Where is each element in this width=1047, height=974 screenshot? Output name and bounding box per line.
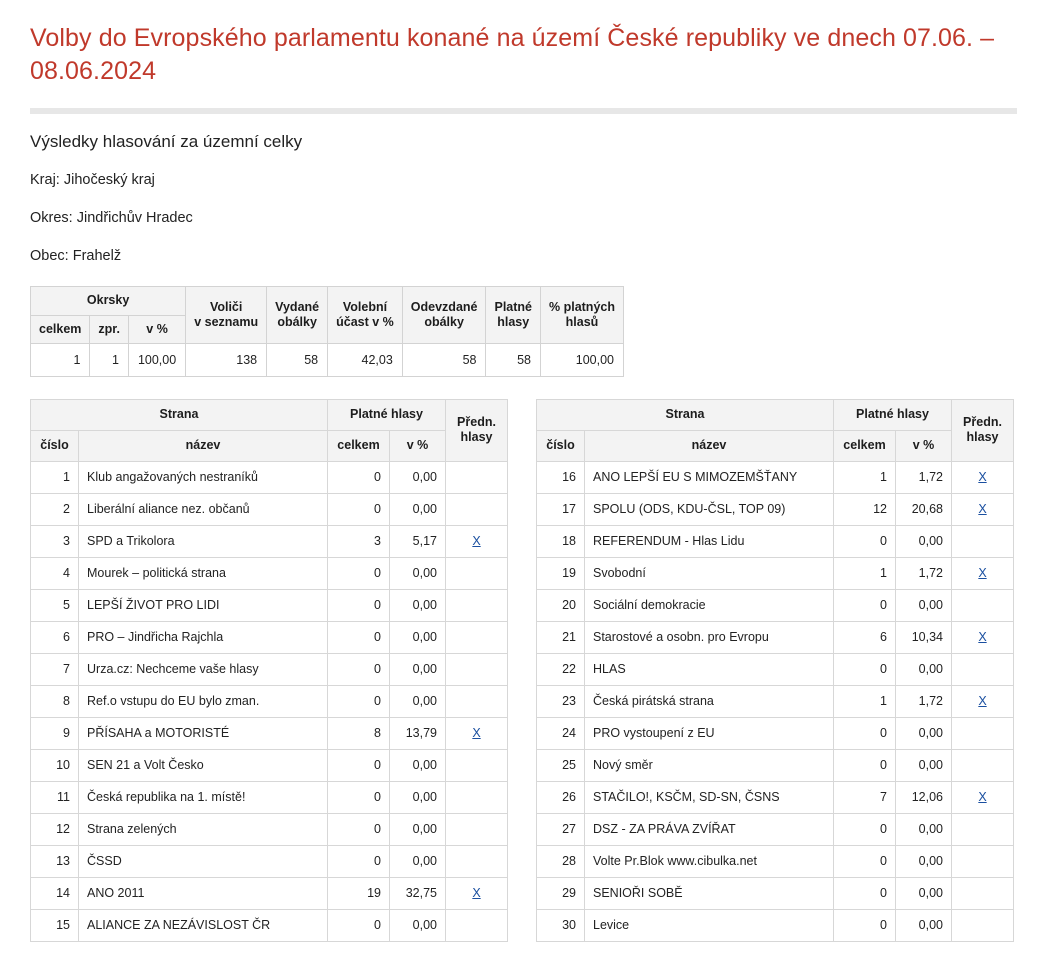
party-votes-pct: 0,00 [896, 813, 952, 845]
party-header-row-1 [31, 400, 508, 431]
summary-header-turnout [328, 287, 403, 344]
party-votes-total: 0 [834, 653, 896, 685]
party-name: Liberální aliance nez. občanů [79, 493, 328, 525]
party-number: 6 [31, 621, 79, 653]
party-votes-total: 0 [834, 525, 896, 557]
party-header-valid-votes: Platné hlasy [328, 400, 446, 431]
party-pref-votes-cell[interactable] [446, 717, 508, 749]
table-row [31, 845, 508, 877]
party-votes-total: 0 [834, 813, 896, 845]
party-pref-votes-cell[interactable] [952, 461, 1014, 493]
party-pref-votes-cell[interactable] [446, 877, 508, 909]
table-row [537, 813, 1014, 845]
party-number: 16 [537, 461, 585, 493]
party-name: SENIOŘI SOBĚ [585, 877, 834, 909]
table-row [31, 749, 508, 781]
summary-header-okrsky-processed: zpr. [90, 315, 129, 344]
party-name: SEN 21 a Volt Česko [79, 749, 328, 781]
party-number: 24 [537, 717, 585, 749]
party-pref-votes-cell [446, 909, 508, 941]
party-votes-total: 19 [328, 877, 390, 909]
party-pref-votes-cell [446, 813, 508, 845]
party-number: 10 [31, 749, 79, 781]
party-votes-pct: 0,00 [390, 845, 446, 877]
party-header-row-1 [537, 400, 1014, 431]
summary-header-returned-line1: Odevzdané [410, 299, 478, 314]
summary-header-issued-line2: obálky [277, 315, 317, 330]
party-number: 19 [537, 557, 585, 589]
party-pref-votes-cell [446, 749, 508, 781]
party-header-number: číslo [31, 430, 79, 461]
party-votes-pct: 10,34 [896, 621, 952, 653]
party-votes-total: 12 [834, 493, 896, 525]
summary-header-turnout-line1: Volební [342, 299, 388, 314]
party-votes-pct: 1,72 [896, 461, 952, 493]
party-votes-total: 3 [328, 525, 390, 557]
party-number: 12 [31, 813, 79, 845]
party-name: STAČILO!, KSČM, SD-SN, ČSNS [585, 781, 834, 813]
summary-header-okrsky-pct: v % [128, 315, 185, 344]
party-votes-total: 0 [328, 813, 390, 845]
table-row [537, 781, 1014, 813]
party-header-pref-line1: Předn. [457, 414, 496, 429]
party-number: 14 [31, 877, 79, 909]
party-header-pct: v % [390, 430, 446, 461]
party-header-party: Strana [537, 400, 834, 431]
pref-votes-link[interactable]: X [978, 566, 987, 580]
summary-value-turnout: 42,03 [328, 344, 403, 377]
summary-header-valid-pct [541, 287, 624, 344]
summary-header-okrsky-total: celkem [31, 315, 90, 344]
title-divider [30, 108, 1017, 114]
party-votes-total: 0 [834, 749, 896, 781]
party-name: Česká pirátská strana [585, 685, 834, 717]
party-votes-pct: 0,00 [896, 909, 952, 941]
party-header-total: celkem [834, 430, 896, 461]
party-votes-pct: 12,06 [896, 781, 952, 813]
party-votes-total: 0 [328, 781, 390, 813]
pref-votes-link[interactable]: X [978, 470, 987, 484]
summary-value-row [31, 344, 624, 377]
party-votes-pct: 32,75 [390, 877, 446, 909]
party-pref-votes-cell [446, 621, 508, 653]
summary-header-valid-pct-line2: hlasů [565, 315, 599, 330]
party-table-left [30, 399, 508, 941]
party-name: Ref.o vstupu do EU bylo zman. [79, 685, 328, 717]
party-votes-pct: 20,68 [896, 493, 952, 525]
party-votes-total: 0 [328, 909, 390, 941]
party-votes-total: 1 [834, 461, 896, 493]
party-pref-votes-cell [446, 589, 508, 621]
party-pref-votes-cell [446, 845, 508, 877]
party-header-row-2 [537, 430, 1014, 461]
party-number: 17 [537, 493, 585, 525]
party-number: 2 [31, 493, 79, 525]
party-number: 4 [31, 557, 79, 589]
party-number: 29 [537, 877, 585, 909]
party-pref-votes-cell [952, 525, 1014, 557]
party-votes-pct: 0,00 [390, 813, 446, 845]
table-row [31, 461, 508, 493]
party-pref-votes-cell [952, 877, 1014, 909]
pref-votes-link[interactable]: X [978, 502, 987, 516]
party-name: Nový směr [585, 749, 834, 781]
table-row [31, 877, 508, 909]
table-row [537, 845, 1014, 877]
party-votes-total: 0 [834, 877, 896, 909]
party-pref-votes-cell [446, 781, 508, 813]
summary-header-okrsky: Okrsky [31, 287, 186, 316]
party-votes-total: 1 [834, 557, 896, 589]
party-name: ČSSD [79, 845, 328, 877]
summary-value-valid-pct: 100,00 [541, 344, 624, 377]
summary-header-voters-line2: v seznamu [194, 315, 259, 330]
party-name: Česká republika na 1. místě! [79, 781, 328, 813]
party-number: 22 [537, 653, 585, 685]
party-pref-votes-cell [952, 589, 1014, 621]
party-header-party: Strana [31, 400, 328, 431]
party-votes-pct: 13,79 [390, 717, 446, 749]
party-pref-votes-cell [446, 557, 508, 589]
party-name: Starostové a osobn. pro Evropu [585, 621, 834, 653]
party-pref-votes-cell[interactable] [952, 557, 1014, 589]
party-number: 23 [537, 685, 585, 717]
party-votes-pct: 0,00 [896, 653, 952, 685]
summary-header-valid [486, 287, 541, 344]
party-name: Levice [585, 909, 834, 941]
party-votes-pct: 1,72 [896, 685, 952, 717]
pref-votes-link[interactable]: X [472, 726, 481, 740]
party-votes-total: 0 [834, 589, 896, 621]
party-name: DSZ - ZA PRÁVA ZVÍŘAT [585, 813, 834, 845]
summary-header-issued-line1: Vydané [275, 299, 320, 314]
party-name: Svobodní [585, 557, 834, 589]
table-row [31, 653, 508, 685]
party-votes-total: 0 [328, 461, 390, 493]
party-pref-votes-cell[interactable] [952, 493, 1014, 525]
party-votes-pct: 0,00 [896, 717, 952, 749]
table-row [31, 621, 508, 653]
summary-value-okrsky-processed: 1 [90, 344, 129, 377]
party-header-pref-line2: hlasy [460, 430, 493, 445]
party-votes-total: 0 [328, 845, 390, 877]
table-row [537, 909, 1014, 941]
party-pref-votes-cell [952, 717, 1014, 749]
summary-value-valid: 58 [486, 344, 541, 377]
pref-votes-link[interactable]: X [978, 790, 987, 804]
party-number: 9 [31, 717, 79, 749]
party-number: 1 [31, 461, 79, 493]
table-row [537, 749, 1014, 781]
party-votes-pct: 0,00 [896, 749, 952, 781]
party-pref-votes-cell [446, 653, 508, 685]
party-number: 18 [537, 525, 585, 557]
party-header-name: název [585, 430, 834, 461]
party-votes-pct: 0,00 [390, 557, 446, 589]
party-votes-pct: 5,17 [390, 525, 446, 557]
pref-votes-link[interactable]: X [978, 630, 987, 644]
summary-header-valid-line1: Platné [494, 299, 532, 314]
party-header-pref-line2: hlasy [966, 430, 999, 445]
pref-votes-link[interactable]: X [472, 534, 481, 548]
party-votes-pct: 0,00 [390, 653, 446, 685]
party-number: 21 [537, 621, 585, 653]
party-votes-pct: 0,00 [390, 493, 446, 525]
party-votes-total: 0 [328, 621, 390, 653]
party-votes-total: 0 [328, 557, 390, 589]
summary-header-row-1 [31, 287, 624, 316]
party-name: SPOLU (ODS, KDU-ČSL, TOP 09) [585, 493, 834, 525]
party-number: 15 [31, 909, 79, 941]
party-name: REFERENDUM - Hlas Lidu [585, 525, 834, 557]
table-row [537, 685, 1014, 717]
party-votes-pct: 0,00 [896, 589, 952, 621]
party-header-total: celkem [328, 430, 390, 461]
party-header-name: název [79, 430, 328, 461]
party-pref-votes-cell [446, 461, 508, 493]
table-row [31, 813, 508, 845]
summary-header-returned-line2: obálky [424, 315, 464, 330]
party-votes-pct: 0,00 [390, 749, 446, 781]
party-votes-pct: 0,00 [390, 621, 446, 653]
party-table-right [536, 399, 1014, 941]
party-name: LEPŠÍ ŽIVOT PRO LIDI [79, 589, 328, 621]
summary-header-voters-line1: Voliči [209, 299, 243, 314]
party-header-pct: v % [896, 430, 952, 461]
party-name: ANO LEPŠÍ EU S MIMOZEMŠŤANY [585, 461, 834, 493]
region-label: Kraj: Jihočeský kraj [30, 172, 155, 188]
party-votes-total: 8 [328, 717, 390, 749]
party-pref-votes-cell [952, 813, 1014, 845]
district-label: Okres: Jindřichův Hradec [30, 210, 193, 226]
party-name: PRO – Jindřicha Rajchla [79, 621, 328, 653]
party-votes-pct: 0,00 [390, 589, 446, 621]
party-votes-total: 0 [328, 749, 390, 781]
pref-votes-link[interactable]: X [978, 694, 987, 708]
table-row [537, 493, 1014, 525]
summary-value-returned: 58 [402, 344, 486, 377]
party-pref-votes-cell[interactable] [446, 525, 508, 557]
party-header-pref-line1: Předn. [963, 414, 1002, 429]
party-name: PŘÍSAHA a MOTORISTÉ [79, 717, 328, 749]
party-tables-container [30, 399, 1017, 941]
party-pref-votes-cell [446, 493, 508, 525]
party-name: Volte Pr.Blok www.cibulka.net [585, 845, 834, 877]
party-name: ALIANCE ZA NEZÁVISLOST ČR [79, 909, 328, 941]
summary-header-turnout-line2: účast v % [336, 315, 394, 330]
table-row [537, 717, 1014, 749]
table-row [31, 685, 508, 717]
party-votes-total: 0 [328, 493, 390, 525]
party-header-row-2 [31, 430, 508, 461]
summary-value-voters: 138 [186, 344, 267, 377]
party-votes-pct: 0,00 [896, 845, 952, 877]
party-number: 11 [31, 781, 79, 813]
party-pref-votes-cell[interactable] [952, 781, 1014, 813]
party-pref-votes-cell[interactable] [952, 621, 1014, 653]
party-pref-votes-cell[interactable] [952, 685, 1014, 717]
party-votes-total: 0 [328, 685, 390, 717]
table-row [31, 493, 508, 525]
party-number: 13 [31, 845, 79, 877]
table-row [537, 557, 1014, 589]
party-table-right-body [537, 461, 1014, 941]
party-votes-total: 0 [834, 909, 896, 941]
table-row [31, 589, 508, 621]
party-votes-total: 7 [834, 781, 896, 813]
party-pref-votes-cell [952, 909, 1014, 941]
party-pref-votes-cell [952, 845, 1014, 877]
summary-value-issued: 58 [267, 344, 328, 377]
summary-header-returned [402, 287, 486, 344]
party-votes-total: 0 [328, 589, 390, 621]
summary-header-issued [267, 287, 328, 344]
party-pref-votes-cell [952, 749, 1014, 781]
party-votes-total: 0 [834, 717, 896, 749]
summary-table [30, 286, 624, 377]
party-number: 5 [31, 589, 79, 621]
table-row [31, 717, 508, 749]
party-votes-pct: 0,00 [390, 909, 446, 941]
party-name: Klub angažovaných nestraníků [79, 461, 328, 493]
party-name: HLAS [585, 653, 834, 685]
party-name: Sociální demokracie [585, 589, 834, 621]
summary-header-valid-line2: hlasy [497, 315, 530, 330]
party-votes-total: 6 [834, 621, 896, 653]
table-row [537, 525, 1014, 557]
party-number: 20 [537, 589, 585, 621]
party-number: 26 [537, 781, 585, 813]
party-number: 7 [31, 653, 79, 685]
party-number: 8 [31, 685, 79, 717]
party-table-left-body [31, 461, 508, 941]
table-row [537, 653, 1014, 685]
summary-header-valid-pct-line1: % platných [549, 299, 615, 314]
party-votes-pct: 0,00 [390, 781, 446, 813]
party-votes-pct: 0,00 [390, 461, 446, 493]
summary-header-voters [186, 287, 267, 344]
table-row [31, 781, 508, 813]
party-name: Strana zelených [79, 813, 328, 845]
table-row [31, 525, 508, 557]
party-votes-total: 0 [328, 653, 390, 685]
table-row [537, 621, 1014, 653]
table-row [537, 877, 1014, 909]
party-votes-pct: 0,00 [896, 877, 952, 909]
party-name: PRO vystoupení z EU [585, 717, 834, 749]
party-name: Urza.cz: Nechceme vaše hlasy [79, 653, 328, 685]
party-number: 25 [537, 749, 585, 781]
party-header-number: číslo [537, 430, 585, 461]
summary-value-okrsky-pct: 100,00 [128, 344, 185, 377]
party-number: 28 [537, 845, 585, 877]
table-row [537, 589, 1014, 621]
party-pref-votes-cell [952, 653, 1014, 685]
party-name: SPD a Trikolora [79, 525, 328, 557]
party-votes-total: 1 [834, 685, 896, 717]
party-number: 3 [31, 525, 79, 557]
table-row [31, 557, 508, 589]
section-title: Výsledky hlasování za územní celky [30, 132, 303, 151]
party-votes-total: 0 [834, 845, 896, 877]
table-row [537, 461, 1014, 493]
party-number: 30 [537, 909, 585, 941]
party-pref-votes-cell [446, 685, 508, 717]
party-votes-pct: 0,00 [896, 525, 952, 557]
table-row [31, 909, 508, 941]
party-name: ANO 2011 [79, 877, 328, 909]
summary-value-okrsky-total: 1 [31, 344, 90, 377]
party-votes-pct: 1,72 [896, 557, 952, 589]
municipality-label: Obec: Frahelž [30, 248, 122, 264]
party-header-pref-votes [952, 400, 1014, 461]
party-votes-pct: 0,00 [390, 685, 446, 717]
pref-votes-link[interactable]: X [472, 886, 481, 900]
party-header-pref-votes [446, 400, 508, 461]
party-header-valid-votes: Platné hlasy [834, 400, 952, 431]
party-name: Mourek – politická strana [79, 557, 328, 589]
party-number: 27 [537, 813, 585, 845]
page-title: Volby do Evropského parlamentu konané na území České republiky ve dnech 07.06. – 08.06.2024 [30, 24, 995, 85]
